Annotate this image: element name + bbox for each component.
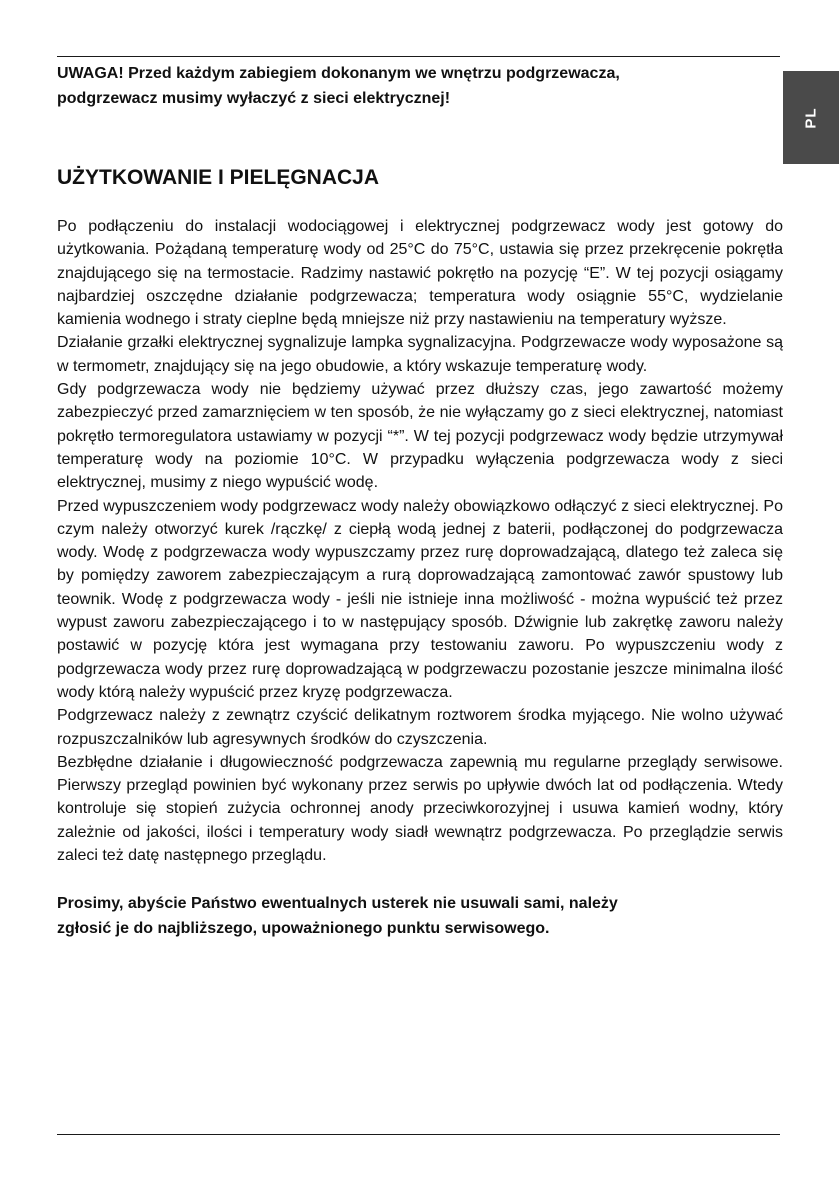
- paragraph-draining: Przed wypuszczeniem wody podgrzewacz wody należy obowiązkowo odłączyć z sieci elektrycznej. Po czym należy otworzyć kurek /rączkę/ z ciepłą wodą jednej z baterii, podłączonej do podgrzewacza wody. Wodę z podgrzewacza wody wypuszczamy przez rurę doprowadzającą, dlatego też zaleca się by pomiędzy zaworem zabezpieczającym a rurą doprowadzającą zamontować zawór spustowy lub teownik. Wodę z podgrzewacza wody - jeśli nie istnieje inna możliwość - można wypuścić też przez wypust zaworu zabezpieczającego i to w następujący sposób. Dźwignie lub zakrętkę zaworu należy postawić w pozycję która jest wymagana przy testowaniu zaworu. Po wypuszczeniu wody z podgrzewacza wody przez rurę doprowadzającą w podgrzewaczu pozostanie jeszcze minimalna ilość wody którą należy wypuścić przez kryzę podgrzewacza.: [57, 497, 783, 701]
- page-content: [57, 61, 783, 941]
- closing-line-1: Prosimy, abyście Państwo ewentualnych usterek nie usuwali sami, należy: [57, 895, 618, 913]
- paragraph-servicing: Bezbłędne działanie i długowieczność podgrzewacza zapewnią mu regularne przeglądy serwisowe. Pierwszy przegląd powinien być wykonany przez serwis po upływie dwóch lat od podłączenia. Wtedy kontroluje się stopień zużycia ochronnej anody przeciwkorozyjnej i usuwa kamień wodny, który zależnie od jakości, ilości i temperatury wody siadł wewnątrz podgrzewacza. Po przeglądzie serwis zaleci też datę następnego przeglądu.: [57, 753, 783, 865]
- warning-notice: [57, 61, 783, 111]
- language-tab-label: PL: [802, 106, 820, 129]
- bottom-rule: [57, 1134, 780, 1135]
- top-rule: [57, 56, 780, 57]
- body-text: [57, 215, 783, 867]
- closing-notice: [57, 891, 783, 941]
- language-tab: [783, 71, 839, 164]
- paragraph-cleaning: Podgrzewacz należy z zewnątrz czyścić delikatnym roztworem środka myjącego. Nie wolno używać rozpuszczalników lub agresywnych środków do czyszczenia.: [57, 707, 783, 748]
- paragraph-operation: Po podłączeniu do instalacji wodociągowej i elektrycznej podgrzewacz wody jest gotowy do użytkowania. Pożądaną temperaturę wody od 25°C do 75°C, ustawia się przez przekręcenie pokrętła znajdującego się na termostacie. Radzimy nastawić pokrętło na pozycję “E”. W tej pozycji osiągamy najbardziej oszczędne działanie podgrzewacza; temperatura wody osiągnie 55°C, wydzielanie kamienia wodnego i straty cieplne będą mniejsze niż przy nastawieniu na temperatury wyższe.: [57, 218, 783, 329]
- warning-line-2: podgrzewacz musimy wyłaczyć z sieci elektrycznej!: [57, 90, 451, 107]
- warning-line-1: UWAGA! Przed każdym zabiegiem dokonanym we wnętrzu podgrzewacza,: [57, 65, 620, 82]
- section-title: UŻYTKOWANIE I PIELĘGNACJA: [57, 166, 380, 189]
- closing-line-2: zgłosić je do najbliższego, upoważnionego punktu serwisowego.: [57, 920, 550, 938]
- paragraph-frost-protection: Gdy podgrzewacza wody nie będziemy używać przez dłuższy czas, jego zawartość możemy zabezpieczyć przed zamarznięciem w ten sposób, że nie wyłączamy go z sieci elektrycznej, natomiast pokrętło termoregulatora ustawiamy w pozycji “*”. W tej pozycji podgrzewacz wody będzie utrzymywał temperaturę wody na poziomie 10°C. W przypadku wyłączenia podgrzewacza wody z sieci elektrycznej, musimy z niego wypuścić wodę.: [57, 381, 783, 492]
- paragraph-indicator-lamp: Działanie grzałki elektrycznej sygnalizuje lampka sygnalizacyjna. Podgrzewacze wody wyposażone są w termometr, znajdujący się na jego obudowie, a który wskazuje temperaturę wody.: [57, 334, 783, 375]
